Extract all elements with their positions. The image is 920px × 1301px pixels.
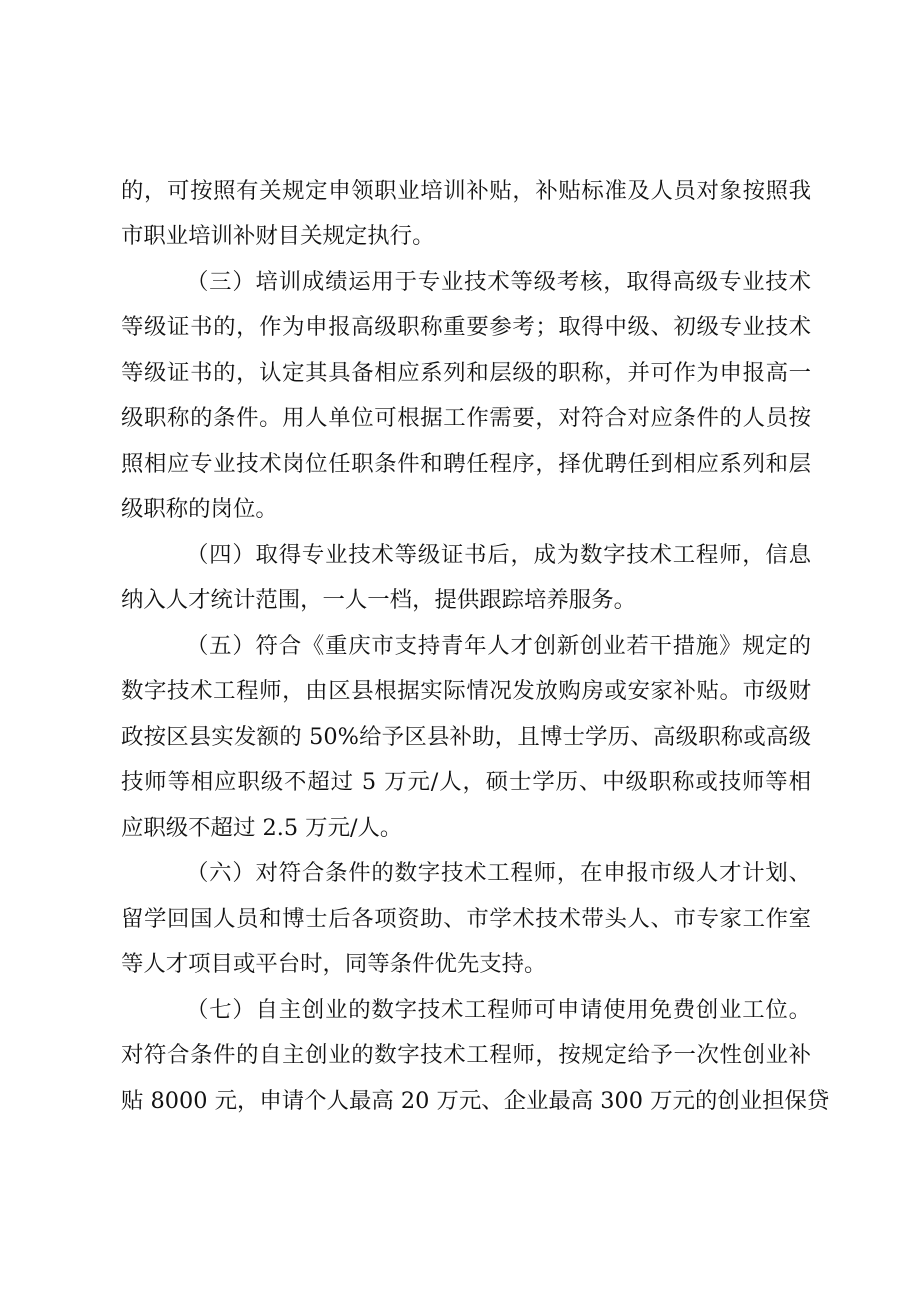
text-line: 技师等相应职级不超过 5 万元/人，硕士学历、中级职称或技师等相	[121, 769, 811, 795]
text-line: 的，可按照有关规定申领职业培训补贴，补贴标准及人员对象按照我	[121, 178, 811, 204]
text-line: 级职称的岗位。	[121, 496, 278, 522]
paragraph-5-first-line: （五）符合《重庆市支持青年人才创新创业若干措施》规定的	[186, 633, 811, 659]
text-line: 贴 8000 元，申请个人最高 20 万元、企业最高 300 万元的创业担保贷	[121, 1088, 830, 1114]
text-line: 级职称的条件。用人单位可根据工作需要，对符合对应条件的人员按	[121, 405, 811, 431]
paragraph-3-first-line: （三）培训成绩运用于专业技术等级考核，取得高级专业技术	[186, 269, 811, 295]
text-line: 等级证书的，认定其具备相应系列和层级的职称，并可作为申报高一	[121, 360, 811, 386]
paragraph-7-first-line: （七）自主创业的数字技术工程师可申请使用免费创业工位。	[186, 997, 811, 1023]
text-line: 数字技术工程师，由区县根据实际情况发放购房或安家补贴。市级财	[121, 678, 811, 704]
text-line: 照相应专业技术岗位任职条件和聘任程序，择优聘任到相应系列和层	[121, 451, 811, 477]
text-line: 留学回国人员和博士后各项资助、市学术技术带头人、市专家工作室	[121, 906, 811, 932]
text-line: 市职业培训补财目关规定执行。	[121, 223, 435, 249]
text-line: 对符合条件的自主创业的数字技术工程师，按规定给予一次性创业补	[121, 1042, 811, 1068]
paragraph-6-first-line: （六）对符合条件的数字技术工程师，在申报市级人才计划、	[186, 860, 811, 886]
text-line: 应职级不超过 2.5 万元/人。	[121, 815, 403, 841]
text-line: 政按区县实发额的 50%给予区县补助，且博士学历、高级职称或高级	[121, 724, 811, 750]
paragraph-4-first-line: （四）取得专业技术等级证书后，成为数字技术工程师，信息	[186, 542, 811, 568]
text-line: 等级证书的，作为申报高级职称重要参考；取得中级、初级专业技术	[121, 314, 811, 340]
text-line: 等人才项目或平台时，同等条件优先支持。	[121, 951, 547, 977]
text-line: 纳入人才统计范围，一人一档，提供跟踪培养服务。	[121, 587, 636, 613]
